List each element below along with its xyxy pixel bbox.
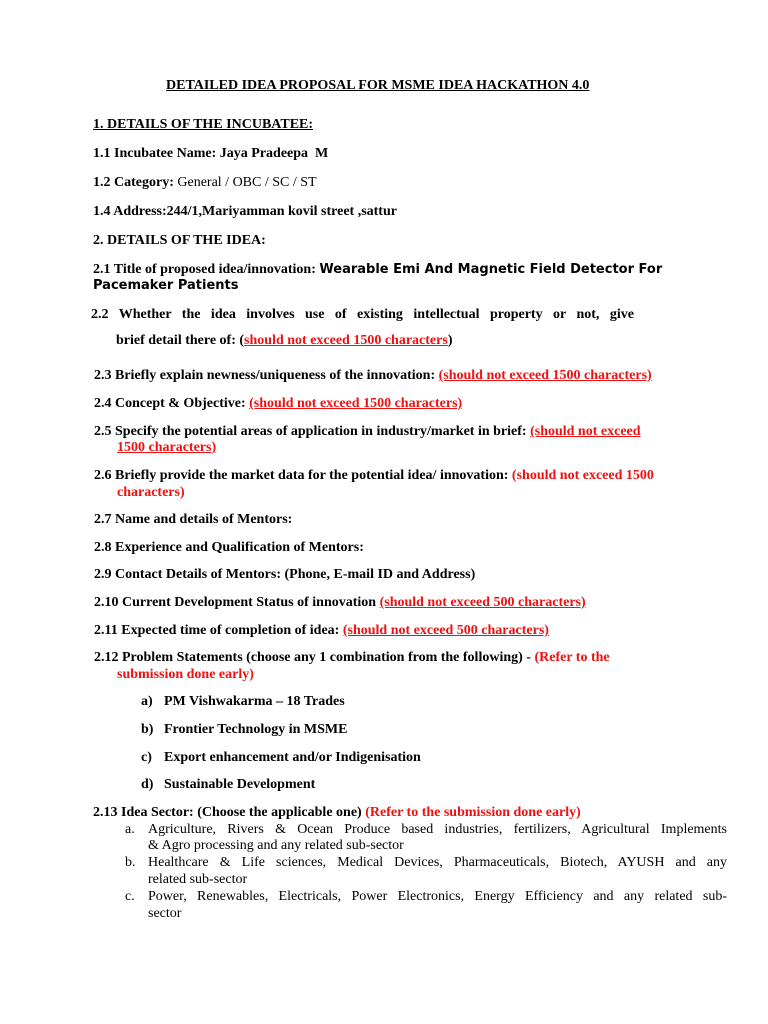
- list-marker: c.: [125, 889, 135, 904]
- sector-item: [125, 854, 727, 871]
- section1-heading: 1. DETAILS OF THE INCUBATEE:: [93, 117, 314, 132]
- q2-6-limit-line2: characters): [117, 485, 185, 500]
- q2-1-value-line1: Wearable Emi And Magnetic Field Detector For: [319, 262, 663, 277]
- q2-4-row: [94, 395, 462, 412]
- document-title: DETAILED IDEA PROPOSAL FOR MSME IDEA HACKATHON 4.0: [166, 78, 590, 93]
- q2-1-row: [93, 261, 662, 278]
- q2-10-row: [94, 594, 586, 611]
- incubatee-name-value: Jaya Pradeepa M: [219, 146, 329, 161]
- problem-statement-item: [141, 776, 315, 793]
- q2-12-row: [94, 649, 610, 666]
- q2-8-row: 2.8 Experience and Qualification of Mentors:: [94, 540, 364, 555]
- section2-heading: 2. DETAILS OF THE IDEA:: [93, 233, 266, 248]
- problem-statement-text: PM Vishwakarma – 18 Trades: [164, 694, 345, 709]
- sector-item: [125, 821, 727, 838]
- list-marker: b): [141, 722, 154, 737]
- q2-13-label: 2.13 Idea Sector: (Choose the applicable one): [93, 805, 362, 820]
- q2-12-label: 2.12 Problem Statements (choose any 1 combination from the following) -: [94, 650, 531, 665]
- q2-4-label: 2.4 Concept & Objective:: [94, 396, 246, 411]
- q2-4-limit: (should not exceed 1500 characters): [249, 396, 463, 411]
- problem-statement-text: Sustainable Development: [164, 777, 316, 792]
- list-marker: b.: [125, 855, 136, 870]
- q2-13-row: [93, 804, 581, 821]
- q2-2-line1: 2.2 Whether the idea involves use of existing intellectual property or not, give: [91, 307, 634, 322]
- q2-5-row: [94, 423, 641, 440]
- sector-text-line1: Power, Renewables, Electricals, Power Electronics, Energy Efficiency and any related sub-: [148, 889, 727, 904]
- q2-5-label: 2.5 Specify the potential areas of application in industry/market in brief:: [94, 424, 527, 439]
- problem-statement-item: [141, 721, 347, 738]
- problem-statement-item: [141, 693, 345, 710]
- q2-11-limit: (should not exceed 500 characters): [342, 623, 549, 638]
- sector-text-line2: sector: [148, 906, 182, 921]
- incubatee-name-row: [93, 145, 328, 162]
- list-marker: c): [141, 750, 152, 765]
- list-marker: d): [141, 777, 154, 792]
- q2-2-label: brief detail there of:: [116, 333, 236, 348]
- q2-11-row: [94, 622, 549, 639]
- q2-5-limit-line1: (should not exceed: [530, 424, 641, 439]
- q2-2-line2: [116, 332, 452, 349]
- q2-1-value-line2: Pacemaker Patients: [93, 278, 239, 293]
- q2-1-label: 2.1 Title of proposed idea/innovation:: [93, 262, 316, 277]
- incubatee-name-label: 1.1 Incubatee Name:: [93, 146, 217, 161]
- category-label: 1.2 Category:: [93, 175, 174, 190]
- problem-statement-text: Export enhancement and/or Indigenisation: [164, 750, 421, 765]
- problem-statement-item: [141, 749, 421, 766]
- q2-3-label: 2.3 Briefly explain newness/uniqueness of the innovation:: [94, 368, 436, 383]
- q2-6-row: [94, 467, 654, 484]
- q2-2-open: (: [239, 333, 245, 348]
- sector-item: [125, 888, 727, 905]
- address-value: 244/1,Mariyamman kovil street ,sattur: [166, 204, 397, 219]
- q2-2-limit: should not exceed 1500 characters: [244, 333, 448, 348]
- q2-12-note-line2: submission done early): [117, 667, 254, 682]
- q2-7-row: 2.7 Name and details of Mentors:: [94, 512, 293, 527]
- address-label: 1.4 Address:: [93, 204, 167, 219]
- sector-text-line1: Agriculture, Rivers & Ocean Produce based industries, fertilizers, Agricultural Implements: [148, 822, 727, 837]
- address-row: [93, 203, 397, 220]
- sector-text-line2: & Agro processing and any related sub-sector: [148, 838, 404, 853]
- sector-text-line1: Healthcare & Life sciences, Medical Devices, Pharmaceuticals, Biotech, AYUSH and any: [148, 855, 727, 870]
- q2-3-limit: (should not exceed 1500 characters): [438, 368, 652, 383]
- q2-13-note: (Refer to the submission done early): [365, 805, 581, 820]
- category-value: General / OBC / SC / ST: [177, 175, 317, 190]
- q2-9-row: 2.9 Contact Details of Mentors: (Phone, E-mail ID and Address): [94, 567, 476, 582]
- q2-2-close: ): [447, 333, 453, 348]
- q2-3-row: [94, 367, 652, 384]
- q2-10-label: 2.10 Current Development Status of innovation: [94, 595, 377, 610]
- q2-5-limit-line2: 1500 characters): [117, 440, 217, 455]
- q2-12-note-line1: (Refer to the: [534, 650, 610, 665]
- list-marker: a.: [125, 822, 135, 837]
- q2-6-limit-line1: (should not exceed 1500: [511, 468, 654, 483]
- problem-statement-text: Frontier Technology in MSME: [164, 722, 348, 737]
- list-marker: a): [141, 694, 153, 709]
- q2-11-label: 2.11 Expected time of completion of idea:: [94, 623, 340, 638]
- category-row: [93, 174, 317, 191]
- q2-10-limit: (should not exceed 500 characters): [379, 595, 586, 610]
- sector-text-line2: related sub-sector: [148, 872, 248, 887]
- q2-6-label: 2.6 Briefly provide the market data for the potential idea/ innovation:: [94, 468, 509, 483]
